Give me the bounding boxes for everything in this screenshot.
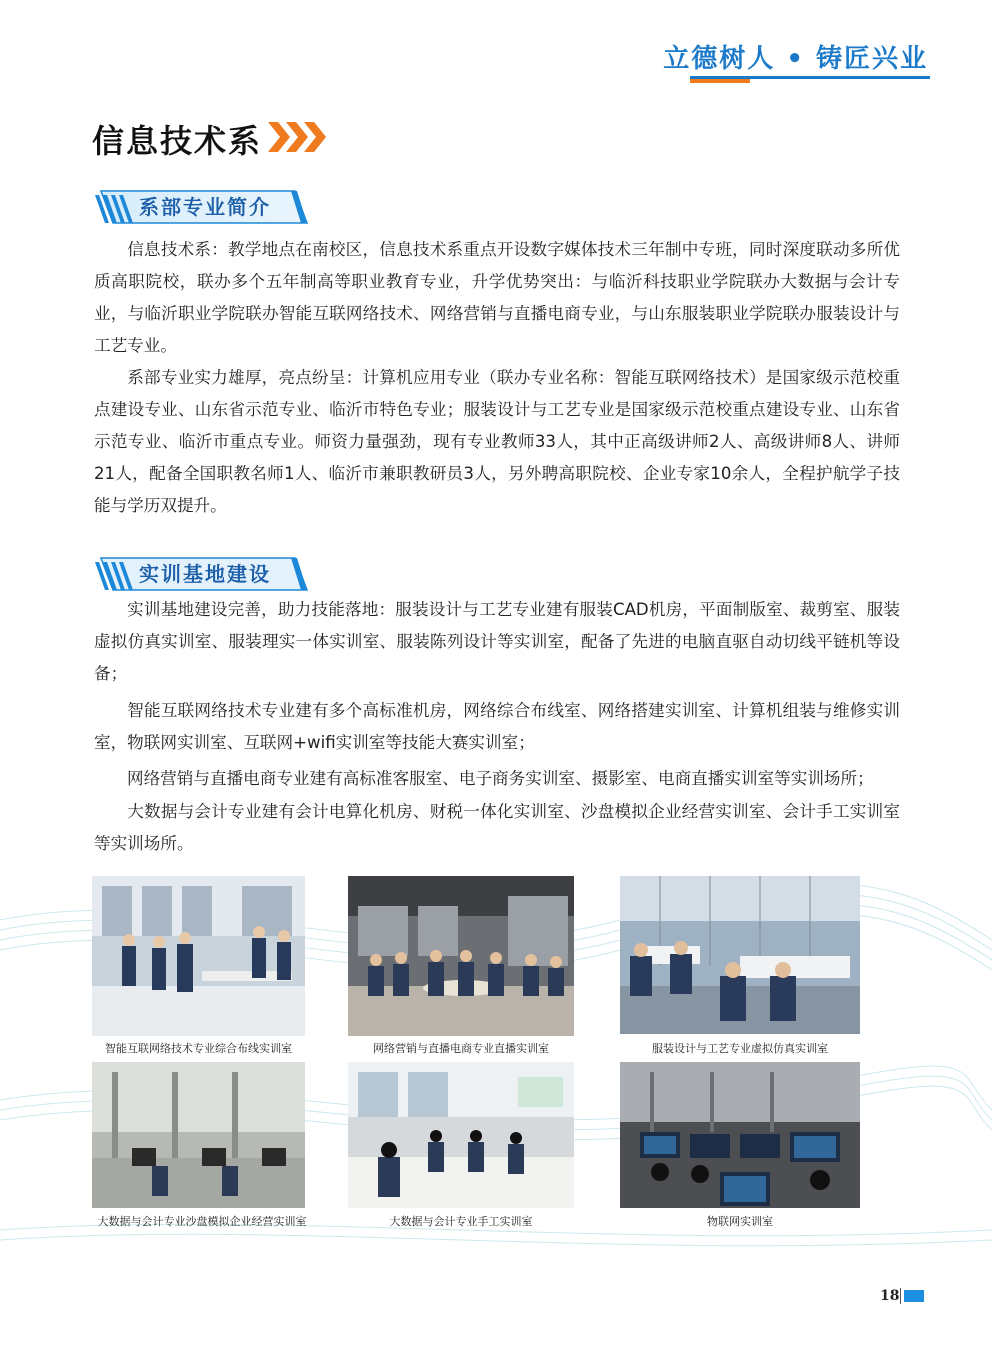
- photo-fashion-vr-lab: [620, 876, 860, 1034]
- photo-caption: 服装设计与工艺专业虚拟仿真实训室: [652, 1042, 828, 1055]
- photo-sandbox-lab: [92, 1062, 305, 1208]
- photo-iot-lab: [620, 1062, 860, 1208]
- page-number-bar: [904, 1290, 924, 1302]
- section-heading-training: [95, 554, 310, 594]
- photo-cabling-lab: [92, 876, 305, 1036]
- page-number-separator: [900, 1288, 901, 1304]
- paragraph: 智能互联网络技术专业建有多个高标准机房，网络综合布线室、网络搭建实训室、计算机组装与维修实训室，物联网实训室、互联网+wifi实训室等技能大赛实训室；: [94, 701, 900, 752]
- page-number: 18: [880, 1288, 900, 1304]
- photo-caption: 智能互联网络技术专业综合布线实训室: [105, 1042, 292, 1055]
- photo-caption: 大数据与会计专业沙盘模拟企业经营实训室: [97, 1215, 307, 1228]
- photo-caption: 网络营销与直播电商专业直播实训室: [373, 1042, 549, 1055]
- photo-livestream-lab: [348, 876, 574, 1036]
- section-title: 系部专业简介: [139, 195, 271, 219]
- paragraph: 大数据与会计专业建有会计电算化机房、财税一体化实训室、沙盘模拟企业经营实训室、会计手工实训室等实训场所。: [94, 802, 900, 853]
- photo-caption: 物联网实训室: [707, 1215, 773, 1228]
- header-underline-accent: [690, 79, 750, 83]
- paragraph: 实训基地建设完善，助力技能落地：服装设计与工艺专业建有服装CAD机房，平面制版室、裁剪室、服装虚拟仿真实训室、服装理实一体实训室、服装陈列设计等实训室，配备了先进的电脑直驱自动切线平链机等设备；: [94, 600, 900, 683]
- header-slogan: 立德树人 • 铸匠兴业: [663, 44, 928, 74]
- photo-manual-accounting-lab: [348, 1062, 574, 1208]
- paragraph: 网络营销与直播电商专业建有高标准客服室、电子商务实训室、摄影室、电商直播实训室等实训场所；: [127, 769, 874, 788]
- photo-caption: 大数据与会计专业手工实训室: [389, 1215, 533, 1228]
- paragraph: 信息技术系：教学地点在南校区，信息技术系重点开设数字媒体技术三年制中专班，同时深度联动多所优质高职院校，联办多个五年制高等职业教育专业，升学优势突出：与临沂科技职业学院联办大数据与会计专业，与临沂职业学院联办智能互联网络技术、网络营销与直播电商专业，与山东服装职业学院联办服装设计与工艺专业。: [94, 240, 900, 355]
- chevron-arrows-icon: [268, 122, 330, 152]
- page-title: 信息技术系: [92, 122, 263, 160]
- section-title: 实训基地建设: [139, 562, 271, 586]
- paragraph: 系部专业实力雄厚，亮点纷呈：计算机应用专业（联办专业名称：智能互联网络技术）是国家级示范校重点建设专业、山东省示范专业、临沂市特色专业；服装设计与工艺专业是国家级示范校重点建设专业、山东省示范专业、临沂市重点专业。师资力量强劲，现有专业教师33人，其中正高级讲师2人、高级讲师8人、讲师21人，配备全国职教名师1人、临沂市兼职教研员3人，另外聘高职院校、企业专家10余人，全程护航学子技能与学历双提升。: [94, 368, 900, 515]
- section-heading-intro: [95, 187, 310, 227]
